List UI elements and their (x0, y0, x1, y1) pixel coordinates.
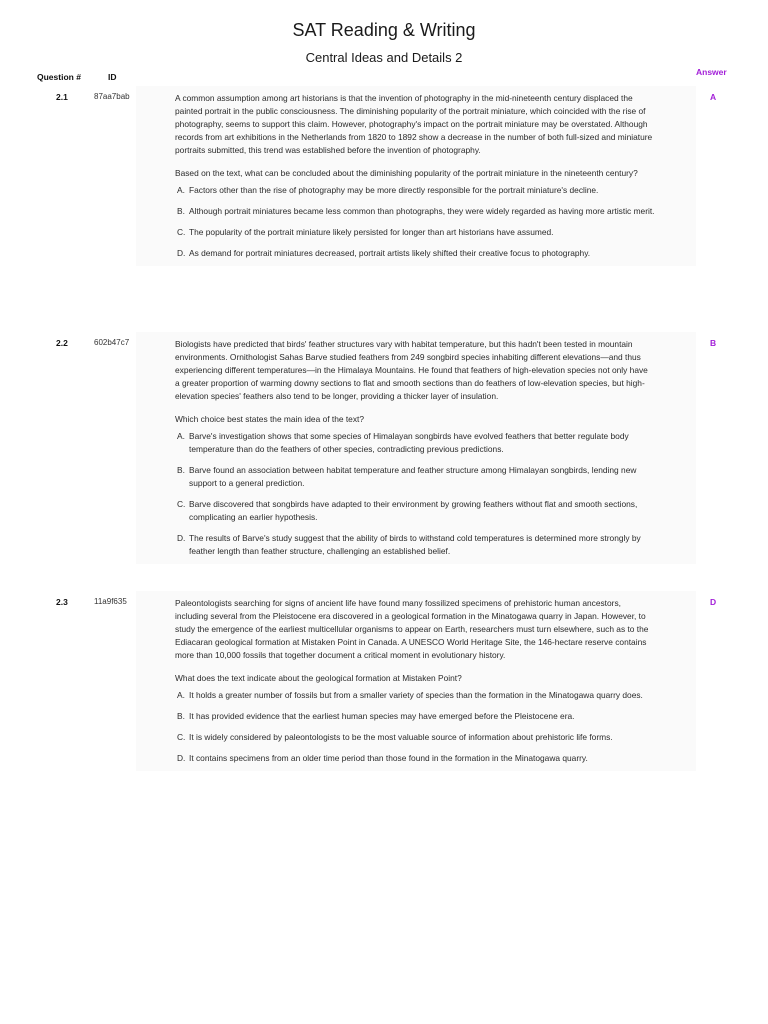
question-number: 2.2 (56, 338, 68, 348)
answer-choices (175, 430, 655, 558)
choice-b[interactable] (175, 205, 655, 218)
choice-text: It is widely considered by paleontologists to be the most valuable source of information about prehistoric life forms. (189, 732, 613, 742)
choice-a[interactable] (175, 184, 655, 197)
answer-key: A (710, 92, 717, 102)
choice-text: It holds a greater number of fossils but from a smaller variety of species than the formation in the Minatogawa quarry does. (189, 690, 643, 700)
choice-text: Although portrait miniatures became less common than photographs, they were widely regarded as having more artistic merit. (189, 206, 655, 216)
choice-letter: A. (177, 431, 185, 441)
question-card (136, 86, 696, 266)
choice-letter: C. (177, 227, 186, 237)
choice-text: The results of Barve's study suggest that the ability of birds to withstand cold temperatures is determined more strongly by feather length than feather structure, challenging an established belief. (189, 533, 641, 556)
passage-text: A common assumption among art historians is that the invention of photography in the mid-nineteenth century displaced the painted portrait in the public consciousness. The diminishing popularity of the portrait miniature, which coincided with the rise of photography, seems to support this claim. However, photography's impact on the portrait miniature may be overstated. Although records from art exhibitions in the Netherlands from 1820 to 1892 show a decrease in the number of both full-sized and miniature portraits submitted, this trend was established before the invention of photography. (175, 93, 653, 155)
choice-text: Barve discovered that songbirds have adapted to their environment by growing feathers without flat and smooth sections, complicating an earlier hypothesis. (189, 499, 638, 522)
choice-text: Factors other than the rise of photography may be more directly responsible for the portrait miniature's decline. (189, 185, 599, 195)
choice-letter: A. (177, 185, 185, 195)
answer-choices (175, 689, 655, 765)
choice-text: It has provided evidence that the earliest human species may have emerged before the Pleistocene era. (189, 711, 575, 721)
choice-a[interactable] (175, 430, 655, 456)
choice-letter: D. (177, 753, 186, 763)
choice-text: As demand for portrait miniatures decreased, portrait artists likely shifted their creative focus to photography. (189, 248, 591, 258)
question-prompt: What does the text indicate about the geological formation at Mistaken Point? (175, 673, 462, 683)
choice-letter: B. (177, 465, 185, 475)
choice-letter: B. (177, 206, 185, 216)
choice-d[interactable] (175, 532, 655, 558)
choice-b[interactable] (175, 464, 655, 490)
choice-letter: C. (177, 732, 186, 742)
choice-letter: B. (177, 711, 185, 721)
choice-d[interactable] (175, 752, 655, 765)
page-title: SAT Reading & Writing (292, 20, 476, 40)
question-number: 2.3 (56, 597, 68, 607)
choice-text: It contains specimens from an older time period than those found in the formation in the Minatogawa quarry. (189, 753, 588, 763)
question-card (136, 332, 696, 564)
choice-text: The popularity of the portrait miniature likely persisted for longer than art historians have assumed. (189, 227, 554, 237)
choice-letter: D. (177, 248, 186, 258)
question-prompt: Based on the text, what can be concluded about the diminishing popularity of the portrait miniature in the nineteenth century? (175, 168, 638, 178)
choice-text: Barve's investigation shows that some species of Himalayan songbirds have evolved feathers that better regulate body temperature than do the feathers of other species, contradicting previous predictions. (189, 431, 629, 454)
passage-text: Biologists have predicted that birds' feather structures vary with habitat temperature, but this hadn't been tested in mountain environments. Ornithologist Sahas Barve studied feathers from 249 songbird species inhabiting different elevations—and thus experiencing different temperatures—in the Himalaya Mountains. He found that feathers of high-elevation species not only have a greater proportion of warming downy sections to flat and smooth sections than do feathers of low-elevation species, but high-elevation species' feathers also tend to be longer, providing a thicker layer of insulation. (175, 339, 648, 401)
question-id: 87aa7bab (94, 92, 130, 101)
passage-text: Paleontologists searching for signs of ancient life have found many fossilized specimens of prehistoric human ancestors, including several from the Pleistocene era discovered in a geological formation in the Minatogawa quarry in Japan. However, to study the emergence of the earliest multicellular organisms to appear on Earth, researchers must turn elsewhere, such as to the Ediacaran geological formation at Mistaken Point in Canada. A UNESCO World Heritage Site, the 146-hectare reserve contains more than 10,000 fossils that together document a critical moment in evolutionary history. (175, 598, 649, 660)
choice-c[interactable] (175, 498, 655, 524)
choice-letter: D. (177, 533, 186, 543)
column-header-answer: Answer (696, 67, 727, 77)
question-card (136, 591, 696, 771)
answer-key: D (710, 597, 717, 607)
question-id: 602b47c7 (94, 338, 130, 347)
column-header-question: Question # (37, 72, 81, 82)
question-number: 2.1 (56, 92, 68, 102)
question-prompt: Which choice best states the main idea of the text? (175, 414, 365, 424)
choice-letter: C. (177, 499, 186, 509)
page-subtitle: Central Ideas and Details 2 (305, 50, 463, 65)
choice-d[interactable] (175, 247, 655, 260)
choice-c[interactable] (175, 731, 655, 744)
answer-key: B (710, 338, 717, 348)
choice-b[interactable] (175, 710, 655, 723)
choice-c[interactable] (175, 226, 655, 239)
question-id: 11a9f635 (94, 597, 127, 606)
choice-letter: A. (177, 690, 185, 700)
choice-text: Barve found an association between habitat temperature and feather structure among Himalayan songbirds, lending new support to a general prediction. (189, 465, 637, 488)
choice-a[interactable] (175, 689, 655, 702)
column-header-id: ID (108, 72, 117, 82)
answer-choices (175, 184, 655, 260)
